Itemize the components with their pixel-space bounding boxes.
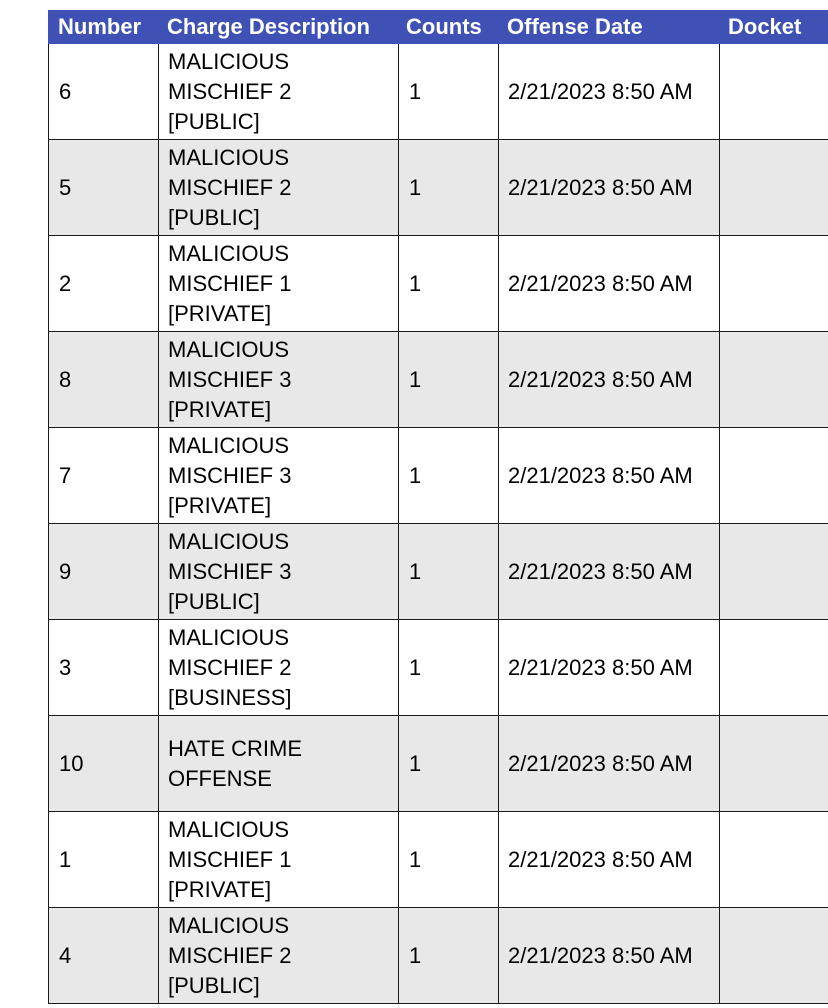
cell-docket [719,236,828,331]
cell-counts: 1 [398,44,498,139]
cell-counts: 1 [398,428,498,523]
cell-docket [719,428,828,523]
table-row[interactable] [48,44,828,140]
cell-number: 8 [48,332,158,427]
cell-docket [719,44,828,139]
cell-docket [719,716,828,811]
cell-number: 7 [48,428,158,523]
cell-offense-date: 2/21/2023 8:50 AM [498,524,719,619]
cell-charge-description: MALICIOUS MISCHIEF 1 [PRIVATE] [158,812,398,907]
cell-offense-date: 2/21/2023 8:50 AM [498,236,719,331]
charges-table [48,10,828,1004]
column-header-counts[interactable]: Counts [406,14,482,39]
cell-charge-description: MALICIOUS MISCHIEF 2 [PUBLIC] [158,140,398,235]
cell-number: 4 [48,908,158,1003]
cell-charge-description: MALICIOUS MISCHIEF 3 [PRIVATE] [158,332,398,427]
table-header [48,10,828,44]
cell-charge-description: MALICIOUS MISCHIEF 2 [PUBLIC] [158,44,398,139]
table-row[interactable] [48,716,828,812]
cell-docket [719,908,828,1003]
cell-counts: 1 [398,716,498,811]
cell-docket [719,620,828,715]
cell-offense-date: 2/21/2023 8:50 AM [498,44,719,139]
cell-docket [719,332,828,427]
cell-offense-date: 2/21/2023 8:50 AM [498,812,719,907]
cell-number: 10 [48,716,158,811]
table-row[interactable] [48,140,828,236]
cell-charge-description: MALICIOUS MISCHIEF 3 [PUBLIC] [158,524,398,619]
table-body [48,44,828,1004]
cell-charge-description: MALICIOUS MISCHIEF 2 [BUSINESS] [158,620,398,715]
cell-number: 3 [48,620,158,715]
cell-offense-date: 2/21/2023 8:50 AM [498,332,719,427]
cell-offense-date: 2/21/2023 8:50 AM [498,620,719,715]
column-header-charge-description[interactable]: Charge Description [167,14,370,39]
cell-counts: 1 [398,812,498,907]
table-row[interactable] [48,524,828,620]
cell-charge-description: MALICIOUS MISCHIEF 1 [PRIVATE] [158,236,398,331]
table-row[interactable] [48,428,828,524]
cell-offense-date: 2/21/2023 8:50 AM [498,908,719,1003]
column-header-offense-date[interactable]: Offense Date [507,14,643,39]
column-header-number[interactable]: Number [58,14,142,39]
cell-number: 5 [48,140,158,235]
cell-counts: 1 [398,140,498,235]
column-header-docket[interactable]: Docket [728,14,802,39]
cell-charge-description: MALICIOUS MISCHIEF 2 [PUBLIC] [158,908,398,1003]
cell-docket [719,812,828,907]
table-row[interactable] [48,236,828,332]
cell-offense-date: 2/21/2023 8:50 AM [498,716,719,811]
cell-number: 1 [48,812,158,907]
cell-number: 2 [48,236,158,331]
table-row[interactable] [48,812,828,908]
cell-counts: 1 [398,332,498,427]
cell-counts: 1 [398,524,498,619]
cell-counts: 1 [398,908,498,1003]
cell-offense-date: 2/21/2023 8:50 AM [498,428,719,523]
cell-docket [719,140,828,235]
cell-charge-description: HATE CRIME OFFENSE [158,716,398,811]
cell-docket [719,524,828,619]
cell-number: 6 [48,44,158,139]
cell-counts: 1 [398,620,498,715]
table-row[interactable] [48,332,828,428]
table-row[interactable] [48,908,828,1004]
cell-charge-description: MALICIOUS MISCHIEF 3 [PRIVATE] [158,428,398,523]
table-row[interactable] [48,620,828,716]
cell-number: 9 [48,524,158,619]
cell-counts: 1 [398,236,498,331]
cell-offense-date: 2/21/2023 8:50 AM [498,140,719,235]
